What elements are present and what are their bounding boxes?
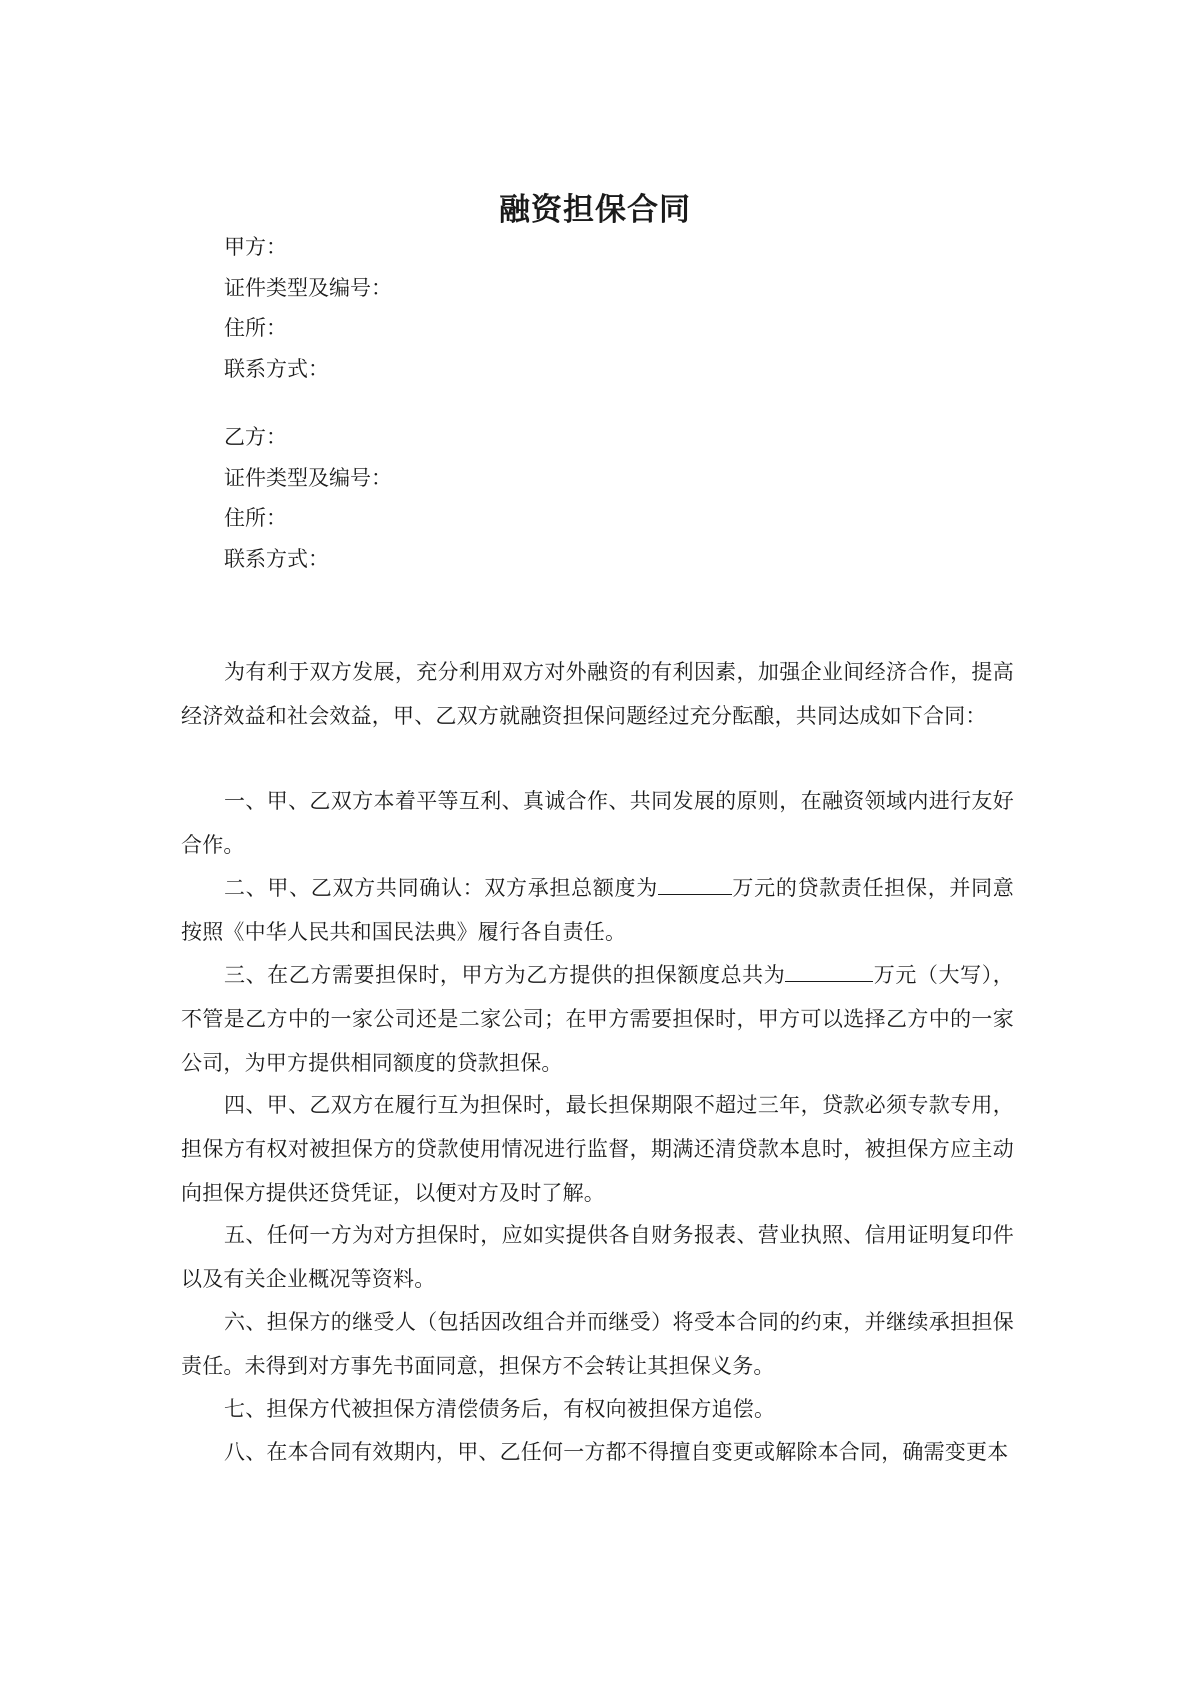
party-b-id-label: 证件类型及编号： — [224, 466, 392, 490]
clause-5: 五、任何一方为对方担保时，应如实提供各自财务报表、营业执照、信用证明复印件以及有关企业概况等资料。 — [181, 1223, 1014, 1291]
document-title: 融资担保合同 — [499, 192, 691, 228]
preamble-paragraph: 为有利于双方发展，充分利用双方对外融资的有利因素，加强企业间经济合作，提高经济效益和社会效益，甲、乙双方就融资担保问题经过充分酝酿，共同达成如下合同： — [181, 660, 1014, 728]
party-b-contact-label: 联系方式： — [224, 547, 329, 571]
clause-2-text-before: 二、甲、乙双方共同确认：双方承担总额度为 — [224, 876, 658, 900]
party-a-address-label: 住所： — [224, 316, 287, 340]
clause-3-text-after: 万元（大写），不管是乙方中的一家公司还是二家公司；在甲方需要担保时，甲方可以选择乙方中的一家公司，为甲方提供相同额度的贷款担保。 — [181, 963, 1014, 1075]
amount-blank — [785, 959, 873, 982]
party-b-address-label: 住所： — [224, 506, 287, 530]
clause-3 — [181, 953, 1014, 1085]
clause-2-text-after: 万元的贷款责任担保，并同意按照《中华人民共和国民法典》履行各自责任。 — [181, 876, 1014, 944]
clause-7: 七、担保方代被担保方清偿债务后，有权向被担保方追偿。 — [224, 1397, 776, 1421]
party-a-name-label: 甲方： — [224, 235, 287, 259]
clause-4: 四、甲、乙双方在履行互为担保时，最长担保期限不超过三年，贷款必须专款专用，担保方有权对被担保方的贷款使用情况进行监督，期满还清贷款本息时，被担保方应主动向担保方提供还贷凭证，以便对方及时了解。 — [181, 1093, 1014, 1205]
party-a-contact-label: 联系方式： — [224, 357, 329, 381]
party-b-name-label: 乙方： — [224, 425, 287, 449]
clause-2 — [181, 866, 1014, 954]
amount-blank — [658, 872, 732, 895]
clause-3-text-before: 三、在乙方需要担保时，甲方为乙方提供的担保额度总共为 — [224, 963, 786, 987]
clause-1: 一、甲、乙双方本着平等互利、真诚合作、共同发展的原则，在融资领域内进行友好合作。 — [181, 789, 1014, 857]
clause-6: 六、担保方的继受人（包括因改组合并而继受）将受本合同的约束，并继续承担担保责任。未得到对方事先书面同意，担保方不会转让其担保义务。 — [181, 1310, 1014, 1378]
clause-8: 八、在本合同有效期内，甲、乙任何一方都不得擅自变更或解除本合同，确需变更本 — [224, 1440, 1009, 1464]
party-a-id-label: 证件类型及编号： — [224, 276, 392, 300]
